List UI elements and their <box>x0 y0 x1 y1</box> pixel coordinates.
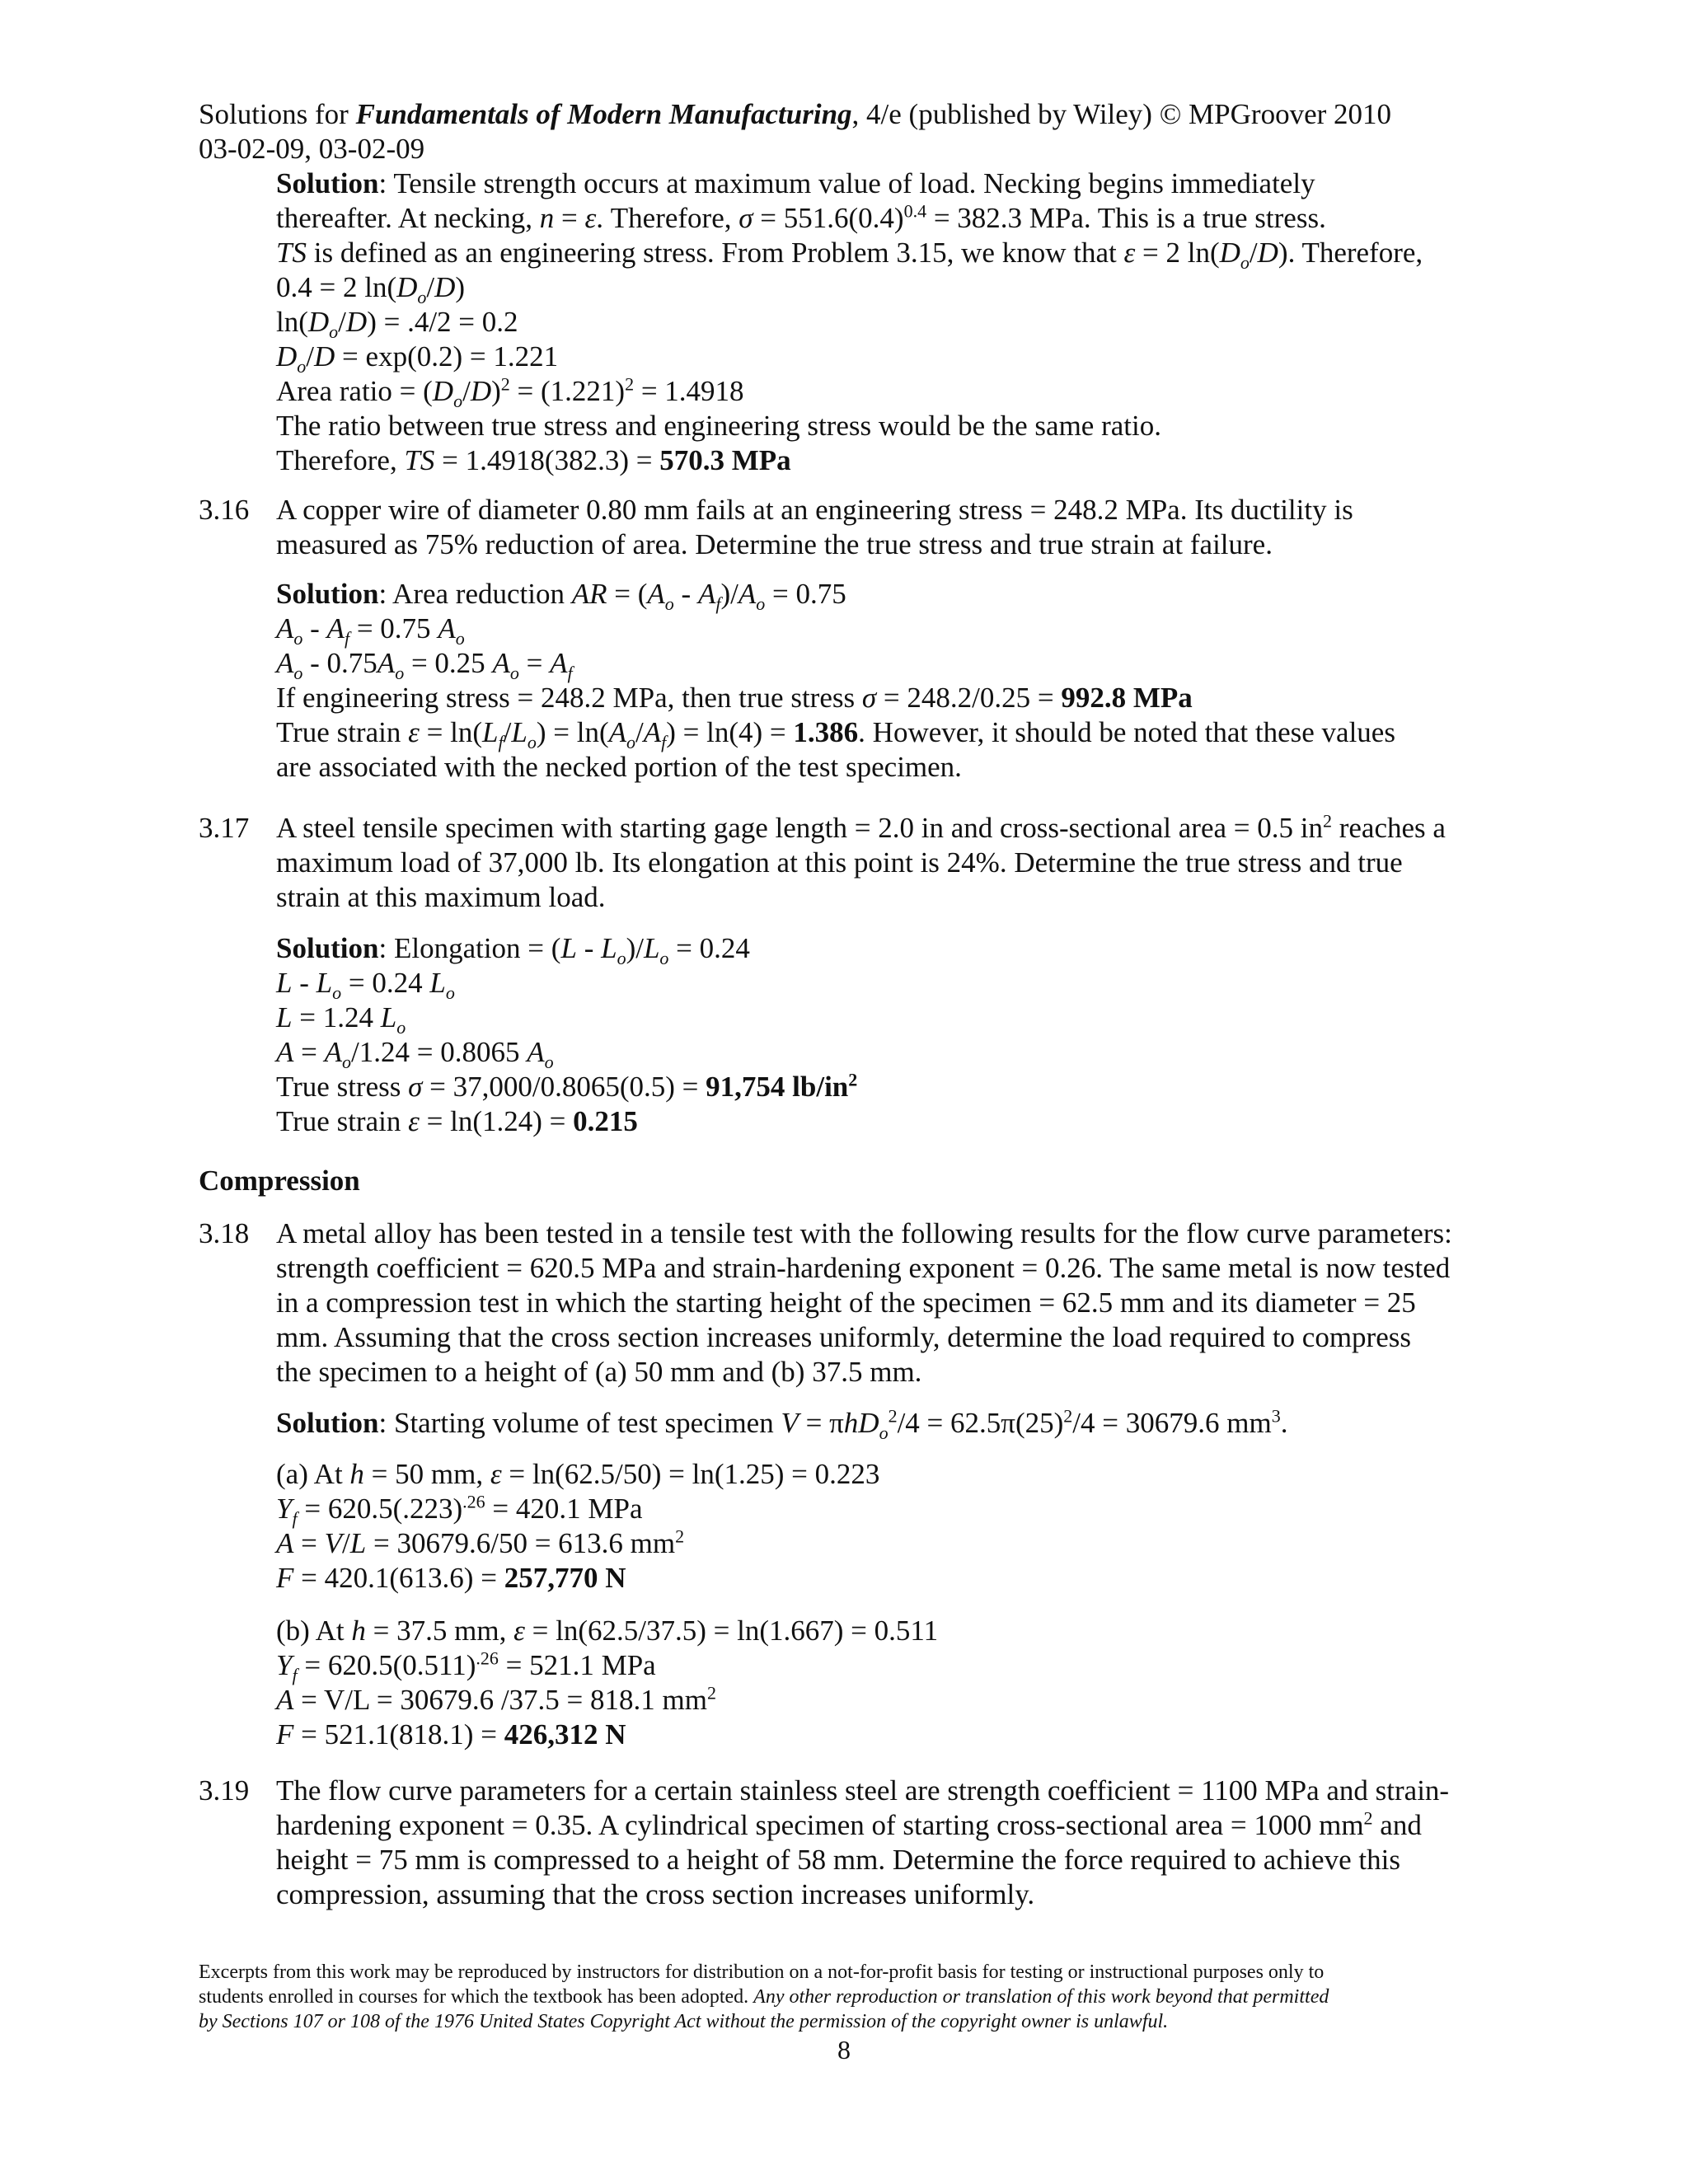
answer: 91,754 $lb/in^2$ <box>706 1069 858 1103</box>
problem-number: 3.16 <box>199 494 250 526</box>
solution-line: Solution: Tensile strength occurs at maximum value of load. Necking begins immediately <box>276 167 1315 199</box>
solution-line: 0.4 = 2 $\ln(D_o/D)$ <box>276 271 466 307</box>
problem-number: 3.19 <box>199 1774 250 1807</box>
answer: 0.215 <box>573 1105 638 1137</box>
solution-label: Solution <box>276 578 379 610</box>
header-line-1: Solutions for Fundamentals of Modern Manufacturing, 4/e (published by Wiley) © MPGroover 2010 <box>199 98 1392 130</box>
answer: 426,312 N <box>504 1718 626 1750</box>
problem-number: 3.17 <box>199 812 250 844</box>
problem-3-17-solution: Solution: Elongation = $(L - L_o)/L_o = 0.24$ $L - L_o = 0.24$ $L_o$ L = 1.24 $L_o$ $A = A_o/1.24 = 0.8065$ $A_o$ True stress σ = 37,000/0.8065(0.5) = 91,754 $lb/in^2$ True strain ε = ln(1.24) = 0.215 <box>276 932 858 1137</box>
problem-3-17-question: A steel tensile specimen with starting gage length = 2.0 in and cross-sectional area = 0.5 $in^2$ reaches a maximum load of 37,000 lb. Its elongation at this point is 24%. Determine the true stress and true strain at this maximum load. <box>276 810 1446 913</box>
solution-label: Solution <box>276 932 379 964</box>
answer: 257,770 N <box>504 1562 626 1594</box>
solution-line: Area ratio = $(D_o/D)^2 = (1.221)^2 = 1.4918$ <box>276 373 744 411</box>
answer: 1.386 <box>793 716 859 748</box>
solution-label: Solution <box>276 1407 379 1439</box>
answer: 570.3 MPa <box>659 444 791 476</box>
solution-line: The ratio between true stress and engineering stress would be the same ratio. <box>276 410 1161 442</box>
problem-3-18-solution: Solution: Starting volume of test specimen $V = \pi hD_o^2/4 = 62.5\pi(25)^2/4 = 30679.6$ $mm^3$. <box>276 1405 1288 1443</box>
page-number: 8 <box>837 2035 851 2064</box>
answer: 992.8 MPa <box>1061 682 1193 714</box>
solution-line: thereafter. At necking, n = ε. Therefore, $\sigma = 551.6(0.4)^{0.4} = 382.3$ MPa. This is a true stress. <box>276 200 1326 234</box>
problem-3-18-question: A metal alloy has been tested in a tensile test with the following results for the flow curve parameters: strength coefficient = 620.5 MPa and strain-hardening exponent = 0.26. The same metal is now tested in a compression test in which the starting height of the specimen = 62.5 mm and its diameter = 25 mm. Assuming that the cross section increases uniformly, determine the load required to compress the specimen to a height of (a) 50 mm and (b) 37.5 mm. <box>276 1217 1452 1388</box>
solution-line: Therefore, TS = 1.4918(382.3) = 570.3 MPa <box>276 444 791 476</box>
solution-line: $\ln(D_o/D) = .4/2 = 0.2$ <box>276 306 518 342</box>
problem-3-16-question: A copper wire of diameter 0.80 mm fails at an engineering stress = 248.2 MPa. Its ductility is measured as 75% reduction of area. Determine the true stress and true strain at failure. <box>276 494 1353 560</box>
solution-3-15 <box>276 166 1496 478</box>
page-header <box>199 97 1517 166</box>
copyright-footer: Excerpts from this work may be reproduced by instructors for distribution on a not-for-profit basis for testing or instructional purposes only to students enrolled in courses for which the textbook has been adopted. Any other reproduction or translation of this work beyond that permitted by Sections 107 or 108 of the 1976 United States Copyright Act without the permission of the copyright owner is unlawful. <box>199 1961 1329 2032</box>
problem-3-18-part-a: (a) At h = 50 mm, ε = ln(62.5/50) = ln(1.25) = 0.223 $Y_f = 620.5(.223)^{.26} = 420.1$ MPa A = V/L = 30679.6/50 = 613.6 $mm^2$ F = 420.1(613.6) = 257,770 N <box>276 1458 880 1594</box>
problem-3-19-question: The flow curve parameters for a certain stainless steel are strength coefficient = 1100 MPa and strain- hardening exponent = 0.35. A cylindrical specimen of starting cross-sectional area = 1000 $mm^2$ and height = 75 mm is compressed to a height of 58 mm. Determine the force required to achieve this compression, assuming that the cross section increases uniformly. <box>276 1774 1450 1910</box>
problem-3-18-part-b: (b) At h = 37.5 mm, ε = ln(62.5/37.5) = ln(1.667) = 0.511 $Y_f = 620.5(0.511)^{.26} = 521.1$ MPa A = V/L = 30679.6 /37.5 = 818.1 $mm^2$ F = 521.1(818.1) = 426,312 N <box>276 1615 939 1750</box>
solution-line: $D_o/D = \exp(0.2) = 1.221$ <box>276 340 559 377</box>
problem-3-16-solution: Solution: Area reduction AR = $(A_o - A_f)/A_o = 0.75$ $A_o - A_f = 0.75$ $A_o$ $A_o - 0.75A_o = 0.25$ $A_o = A_f$ If engineering stress = 248.2 MPa, then true stress σ = 248.2/0.25 = 992.8 MPa True strain $\varepsilon = \ln(L_f/L_o) = \ln(A_o/A_f) = \ln(4) = 1.386$. However, it should be noted that these values are associated with the necked portion of the test specimen. <box>276 578 1395 783</box>
solution-label: Solution <box>276 167 379 199</box>
book-title: Fundamentals of Modern Manufacturing <box>355 98 852 130</box>
solution-line: TS is defined as an engineering stress. From Problem 3.15, we know that ε = 2 $\ln(D_o/D)$. Therefore, <box>276 237 1423 273</box>
section-heading: Compression <box>199 1165 360 1197</box>
problem-number: 3.18 <box>199 1217 250 1249</box>
header-line-2: 03-02-09, 03-02-09 <box>199 133 425 165</box>
